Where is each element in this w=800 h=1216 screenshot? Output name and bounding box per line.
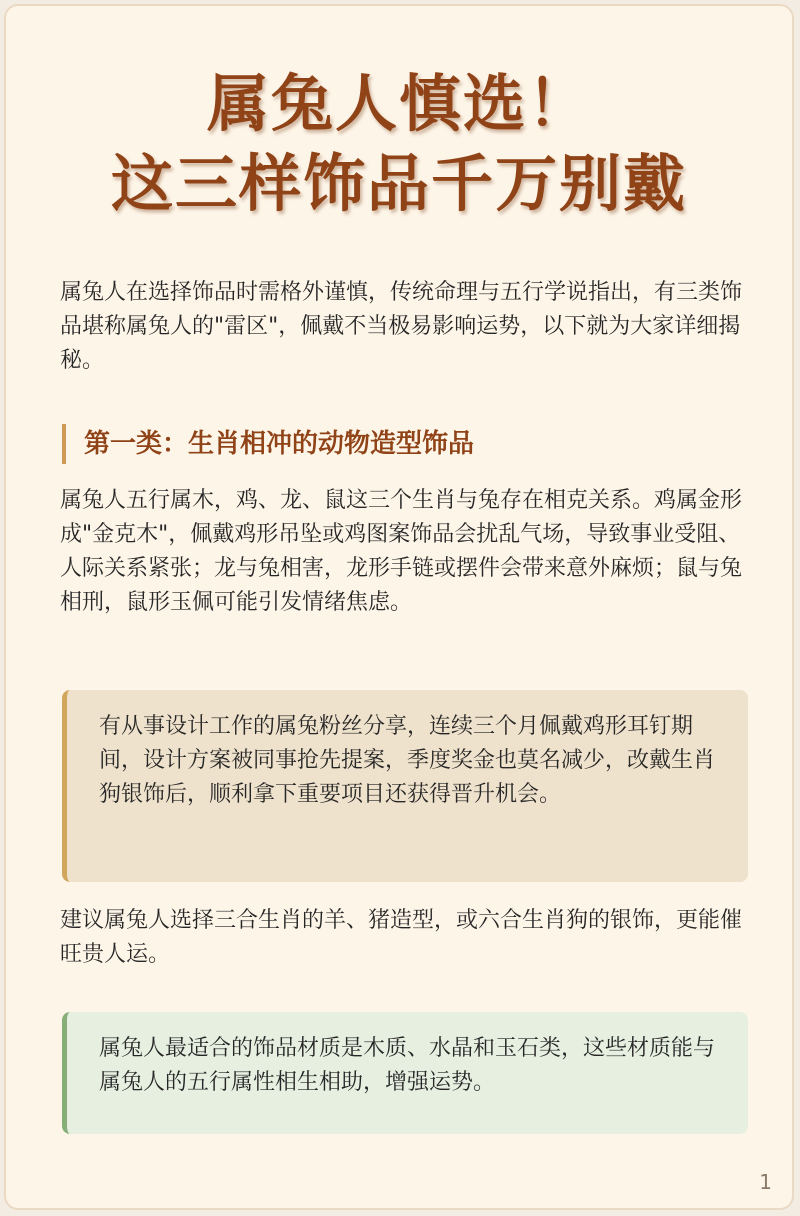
testimonial-text: 有从事设计工作的属兔粉丝分享，连续三个月佩戴鸡形耳钉期间，设计方案被同事抢先提案，季度奖金也莫名减少，改戴生肖狗银饰后，顺利拿下重要项目还获得晋升机会。 <box>99 714 716 807</box>
advice-paragraph: 建议属兔人选择三合生肖的羊、猪造型，或六合生肖狗的银饰，更能催旺贵人运。 <box>60 908 743 967</box>
intro-paragraph: 属兔人在选择饰品时需格外谨慎，传统命理与五行学说指出，有三类饰品堪称属兔人的"雷区"，佩戴不当极易影响运势，以下就为大家详细揭秘。 <box>60 280 743 373</box>
page-number: 1 <box>759 1170 772 1194</box>
title-line-2: 这三样饰品千万别戴 <box>110 147 687 220</box>
article-page <box>4 4 794 1210</box>
section-heading: 第一类：生肖相冲的动物造型饰品 <box>62 424 474 464</box>
title-line-1: 属兔人慎选！ <box>206 67 591 140</box>
tip-box <box>62 1012 748 1134</box>
testimonial-quote-box <box>62 690 748 882</box>
section-body-paragraph: 属兔人五行属木，鸡、龙、鼠这三个生肖与兔存在相克关系。鸡属金形成"金克木"，佩戴鸡形吊坠或鸡图案饰品会扰乱气场，导致事业受阻、人际关系紧张；龙与兔相害，龙形手链或摆件会带来意外麻烦；鼠与兔相刑，鼠形玉佩可能引发情绪焦虑。 <box>60 488 743 615</box>
article-title <box>6 64 792 224</box>
tip-text: 属兔人最适合的饰品材质是木质、水晶和玉石类，这些材质能与属兔人的五行属性相生相助，增强运势。 <box>99 1036 716 1095</box>
